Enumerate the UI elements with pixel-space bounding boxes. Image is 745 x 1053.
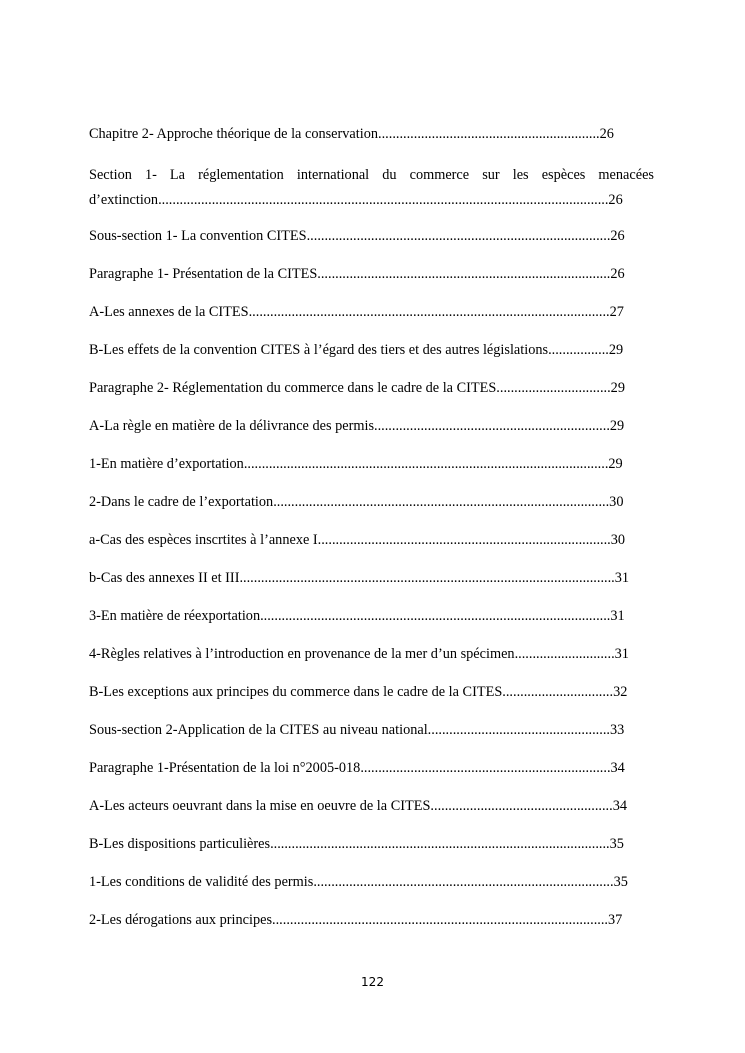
toc-entry[interactable]: 2-Dans le cadre de l’exportation..............................................................................................30 bbox=[89, 494, 624, 510]
toc-entry[interactable]: 4-Règles relatives à l’introduction en provenance de la mer d’un spécimen............................31 bbox=[89, 646, 629, 662]
toc-entry[interactable]: Paragraphe 1- Présentation de la CITES..................................................................................26 bbox=[89, 266, 625, 282]
page-number: 122 bbox=[361, 975, 384, 989]
toc-entry[interactable]: A-Les acteurs oeuvrant dans la mise en oeuvre de la CITES...................................................34 bbox=[89, 798, 627, 814]
toc-entry[interactable]: Paragraphe 1-Présentation de la loi n°2005-018......................................................................34 bbox=[89, 760, 625, 776]
toc-entry[interactable]: Paragraphe 2- Réglementation du commerce dans le cadre de la CITES................................29 bbox=[89, 380, 625, 396]
toc-entry[interactable]: 1-Les conditions de validité des permis....................................................................................35 bbox=[89, 874, 628, 890]
toc-entry[interactable]: a-Cas des espèces inscrtites à l’annexe I..................................................................................30 bbox=[89, 532, 626, 548]
toc-entry[interactable]: b-Cas des annexes II et III.........................................................................................................31 bbox=[89, 570, 630, 586]
toc-entry[interactable]: Sous-section 1- La convention CITES.....................................................................................26 bbox=[89, 228, 625, 244]
toc-entry[interactable]: B-Les exceptions aux principes du commerce dans le cadre de la CITES...............................32 bbox=[89, 684, 628, 700]
toc-entry[interactable]: A-Les annexes de la CITES.....................................................................................................27 bbox=[89, 304, 624, 320]
toc-entry[interactable]: B-Les effets de la convention CITES à l’égard des tiers et des autres législations.................29 bbox=[89, 342, 624, 358]
toc-entry[interactable]: A-La règle en matière de la délivrance des permis..................................................................29 bbox=[89, 418, 625, 434]
toc-entry[interactable]: 3-En matière de réexportation..................................................................................................31 bbox=[89, 608, 625, 624]
toc-entry[interactable]: Chapitre 2- Approche théorique de la conservation..............................................................26 bbox=[89, 126, 614, 142]
toc-entry[interactable]: B-Les dispositions particulières...............................................................................................35 bbox=[89, 836, 624, 852]
toc-entry[interactable]: Sous-section 2-Application de la CITES au niveau national...................................................33 bbox=[89, 722, 625, 738]
toc-entry[interactable]: Section 1- La réglementation international du commerce sur les espèces menacées d’extinction..............................................................................................................................26 bbox=[89, 167, 654, 208]
table-of-contents bbox=[89, 125, 654, 949]
toc-entry[interactable]: 2-Les dérogations aux principes..............................................................................................37 bbox=[89, 912, 623, 928]
toc-entry[interactable]: 1-En matière d’exportation......................................................................................................29 bbox=[89, 456, 623, 472]
